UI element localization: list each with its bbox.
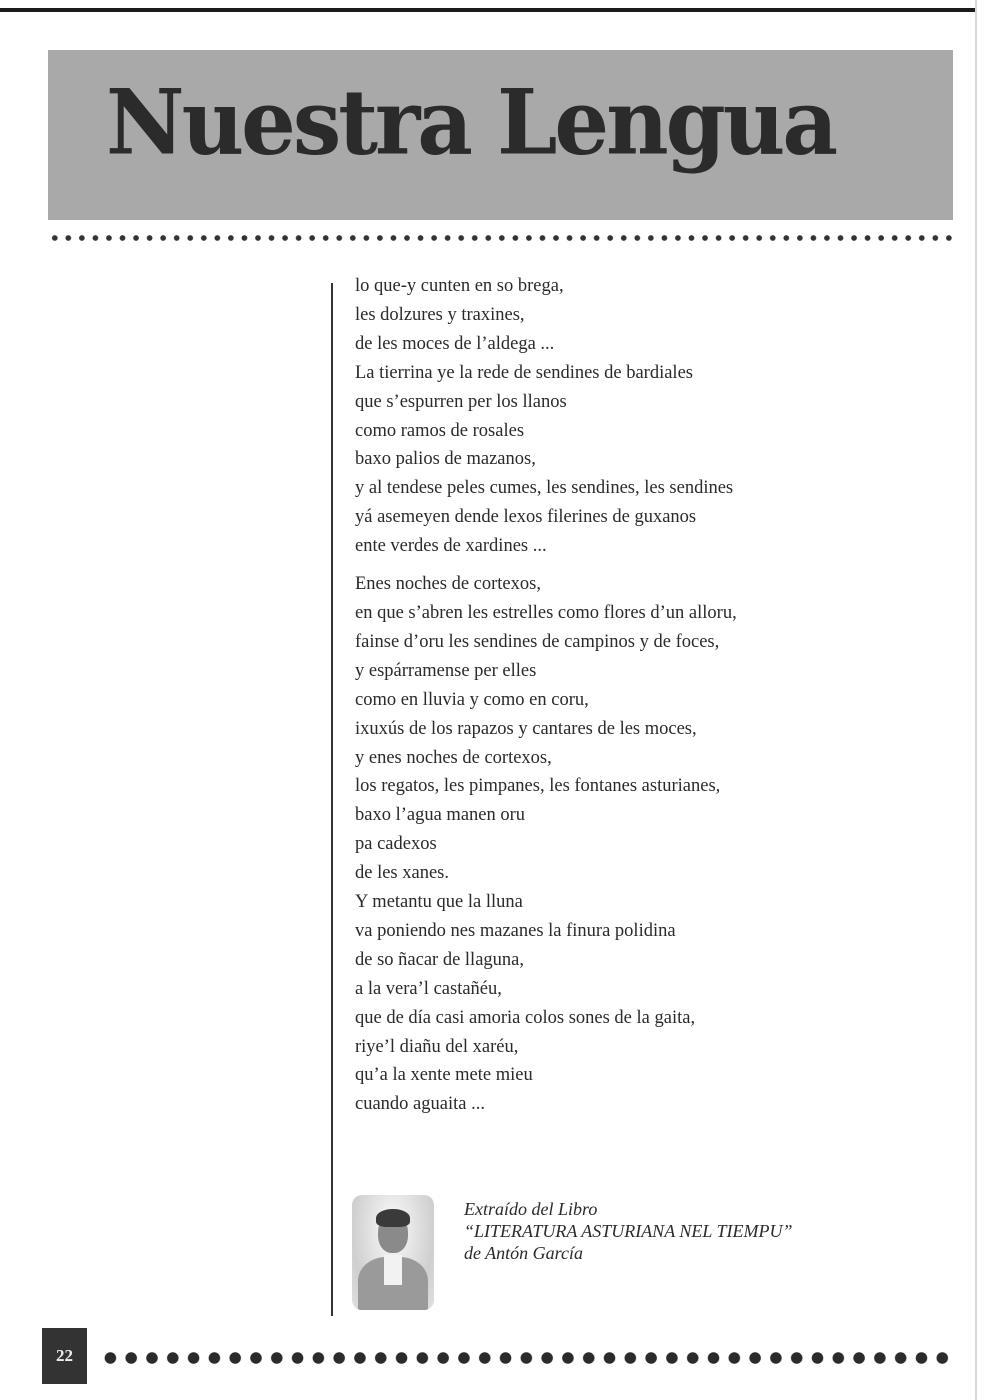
- poem-line: ente verdes de xardines ...: [355, 536, 547, 557]
- dotted-divider-top: [48, 233, 955, 243]
- page-title: Nuestra Lengua: [106, 69, 836, 176]
- poem: [355, 272, 737, 1128]
- poem-line: que s’espurren per los llanos: [355, 391, 567, 412]
- page-edge: [975, 0, 977, 1400]
- poem-line: los regatos, les pimpanes, les fontanes asturianes,: [355, 776, 721, 797]
- poem-line: de les moces de l’aldega ...: [355, 333, 555, 354]
- poem-line: como en lluvia y como en coru,: [355, 689, 589, 710]
- column-rule: [331, 283, 333, 1316]
- poem-line: que de día casi amoria colos sones de la gaita,: [355, 1007, 696, 1028]
- header-banner: [48, 50, 953, 220]
- poem-line: fainse d’oru les sendines de campinos y de foces,: [355, 631, 720, 652]
- poem-line: baxo palios de mazanos,: [355, 449, 536, 470]
- source-caption: [464, 1198, 793, 1264]
- stanza-2: [355, 570, 737, 1119]
- author-photo: [352, 1195, 434, 1310]
- dotted-divider-bottom: [100, 1350, 952, 1366]
- poem-line: y al tendese peles cumes, les sendines, les sendines: [355, 478, 734, 499]
- poem-line: Y metantu que la lluna: [355, 892, 523, 913]
- poem-line: les dolzures y traxines,: [355, 304, 525, 325]
- poem-line: cuando aguaita ...: [355, 1094, 485, 1115]
- poem-line: y enes noches de cortexos,: [355, 747, 552, 768]
- poem-line: pa cadexos: [355, 834, 437, 855]
- stanza-1: [355, 272, 737, 561]
- poem-line: de so ñacar de llaguna,: [355, 949, 524, 970]
- poem-line: ixuxús de los rapazos y cantares de les moces,: [355, 718, 697, 739]
- caption-book-title: “LITERATURA ASTURIANA NEL TIEMPU”: [464, 1221, 793, 1241]
- caption-author: de Antón García: [464, 1243, 583, 1263]
- poem-line: como ramos de rosales: [355, 420, 525, 441]
- poem-line: de les xanes.: [355, 863, 450, 884]
- poem-line: en que s’abren les estrelles como flores d’un alloru,: [355, 602, 737, 623]
- poem-line: baxo l’agua manen oru: [355, 805, 526, 826]
- caption-line: Extraído del Libro: [464, 1199, 598, 1219]
- page-number: 22: [42, 1328, 87, 1384]
- poem-line: y espárramense per elles: [355, 660, 537, 681]
- poem-line: a la vera’l castañéu,: [355, 978, 502, 999]
- poem-line: va poniendo nes mazanes la finura polidina: [355, 920, 676, 941]
- poem-line: yá asemeyen dende lexos filerines de guxanos: [355, 507, 697, 528]
- top-rule: [0, 8, 975, 12]
- poem-line: lo que-y cunten en so brega,: [355, 276, 564, 296]
- poem-line: La tierrina ye la rede de sendines de bardiales: [355, 362, 693, 383]
- poem-line: qu’a la xente mete mieu: [355, 1065, 533, 1086]
- poem-line: riye’l diañu del xaréu,: [355, 1036, 519, 1057]
- poem-line: Enes noches de cortexos,: [355, 574, 541, 595]
